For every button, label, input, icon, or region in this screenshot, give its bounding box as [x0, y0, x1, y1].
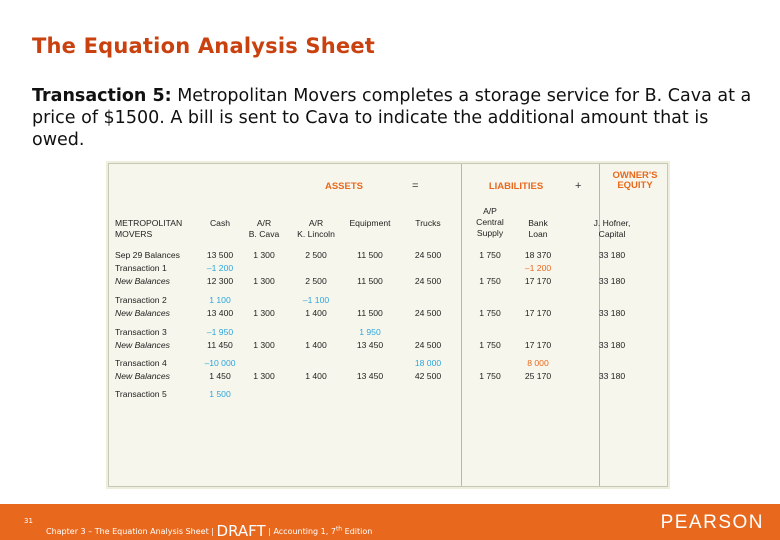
row-label: Sep 29 Balances: [115, 250, 180, 260]
column-header: [582, 218, 642, 240]
table-cell: 8 000: [527, 358, 549, 368]
edition-text: Edition: [342, 527, 373, 536]
table-cell: 18 370: [524, 250, 552, 260]
column-header-line: K. Lincoln: [297, 229, 335, 239]
row-label: Transaction 3: [115, 327, 167, 337]
table-cell: 2 500: [305, 276, 327, 286]
table-cell: 33 180: [598, 276, 626, 286]
table-cell: 17 170: [524, 276, 552, 286]
table-cell: 33 180: [598, 371, 626, 381]
column-header-line: Cash: [209, 218, 231, 228]
assets-header: ASSETS: [324, 181, 363, 192]
draft-label: DRAFT: [216, 522, 266, 540]
equity-divider: [599, 164, 600, 486]
column-header: [340, 218, 400, 229]
table-cell: 1 300: [253, 276, 275, 286]
table-cell: 1 450: [209, 371, 231, 381]
table-cell: 1 400: [305, 308, 327, 318]
transaction-label: Transaction 5:: [32, 86, 172, 106]
owners-equity-line-1: OWNER'S: [612, 170, 658, 181]
table-cell: 1 750: [479, 308, 501, 318]
column-header-line: A/R: [256, 218, 272, 228]
table-cell: 1 400: [305, 340, 327, 350]
row-label: New Balances: [115, 340, 170, 350]
page-number: 31: [24, 517, 33, 525]
row-label: New Balances: [115, 276, 170, 286]
column-header: [398, 218, 458, 229]
column-header: [508, 218, 568, 240]
table-cell: –10 000: [204, 358, 236, 368]
column-header-line: B. Cava: [248, 229, 280, 239]
table-cell: 24 500: [414, 276, 442, 286]
table-cell: 33 180: [598, 308, 626, 318]
table-cell: 1 400: [305, 371, 327, 381]
table-cell: 42 500: [414, 371, 442, 381]
table-cell: 1 950: [359, 327, 381, 337]
transaction-text: Metropolitan Movers completes a storage service for B. Cava at a price of $1500. A bill is sent to Cava to indicate the additional amount that is owed.: [32, 86, 752, 150]
table-cell: –1 200: [206, 263, 234, 273]
table-cell: –1 100: [302, 295, 330, 305]
table-cell: 33 180: [598, 340, 626, 350]
table-cell: 17 170: [524, 340, 552, 350]
table-cell: 24 500: [414, 340, 442, 350]
table-cell: 11 500: [357, 308, 383, 318]
column-header-line: Bank: [528, 218, 548, 228]
liabilities-header: LIABILITIES: [488, 181, 544, 192]
table-cell: 11 500: [357, 276, 383, 286]
row-label: Transaction 5: [115, 389, 167, 399]
row-label: Transaction 2: [115, 295, 167, 305]
table-cell: 24 500: [414, 250, 442, 260]
course-text: | Accounting 1, 7: [265, 527, 336, 536]
table-cell: 13 450: [356, 340, 384, 350]
edition-suffix: th: [335, 525, 343, 533]
table-cell: 1 300: [253, 308, 275, 318]
table-cell: 1 300: [253, 340, 275, 350]
row-label: New Balances: [115, 308, 170, 318]
table-cell: 11 450: [207, 340, 233, 350]
plus-sign: +: [575, 180, 582, 192]
table-cell: 1 750: [479, 250, 501, 260]
column-header-line: J. Hofner,: [593, 218, 631, 228]
equals-sign: =: [412, 180, 419, 192]
table-cell: 11 500: [357, 250, 383, 260]
table-cell: 2 500: [305, 250, 327, 260]
table-cell: 1 750: [479, 340, 501, 350]
column-header: [234, 218, 294, 240]
table-cell: 24 500: [414, 308, 442, 318]
column-header-line: A/P: [483, 206, 497, 216]
company-name-line-1: METROPOLITAN: [115, 218, 183, 228]
column-header-line: Equipment: [349, 218, 391, 228]
table-cell: 1 750: [479, 276, 501, 286]
footer-text: [46, 520, 372, 538]
row-label: New Balances: [115, 371, 170, 381]
table-cell: 13 500: [206, 250, 234, 260]
equation-analysis-sheet: [108, 163, 668, 487]
table-cell: 1 500: [209, 389, 231, 399]
pearson-logo: PEARSON: [660, 512, 764, 533]
company-name-line-2: MOVERS: [115, 229, 153, 239]
row-label: Transaction 4: [115, 358, 167, 368]
slide-title: The Equation Analysis Sheet: [32, 34, 376, 58]
column-header-line: Trucks: [415, 218, 441, 228]
table-cell: 1 300: [253, 371, 275, 381]
column-header-line: Central: [476, 217, 504, 227]
table-cell: –1 200: [524, 263, 552, 273]
column-header: [286, 218, 346, 240]
table-cell: 13 400: [206, 308, 234, 318]
table-cell: 1 300: [253, 250, 275, 260]
column-header-line: Capital: [598, 229, 626, 239]
table-cell: 25 170: [524, 371, 552, 381]
table-cell: 17 170: [524, 308, 552, 318]
transaction-description: [32, 85, 762, 151]
table-cell: 33 180: [598, 250, 626, 260]
table-cell: 1 100: [209, 295, 231, 305]
table-cell: 12 300: [206, 276, 234, 286]
table-cell: 1 750: [479, 371, 501, 381]
table-cell: –1 950: [206, 327, 234, 337]
chapter-text: Chapter 3 – The Equation Analysis Sheet |: [46, 527, 217, 536]
column-header-line: Loan: [528, 229, 548, 239]
footer-bar: [0, 504, 780, 540]
owners-equity-header: [603, 171, 667, 191]
owners-equity-line-2: EQUITY: [617, 180, 653, 191]
column-header-line: A/R: [308, 218, 324, 228]
column-header-line: Supply: [476, 228, 504, 238]
row-label: Transaction 1: [115, 263, 167, 273]
table-cell: 18 000: [414, 358, 442, 368]
table-cell: 13 450: [356, 371, 384, 381]
